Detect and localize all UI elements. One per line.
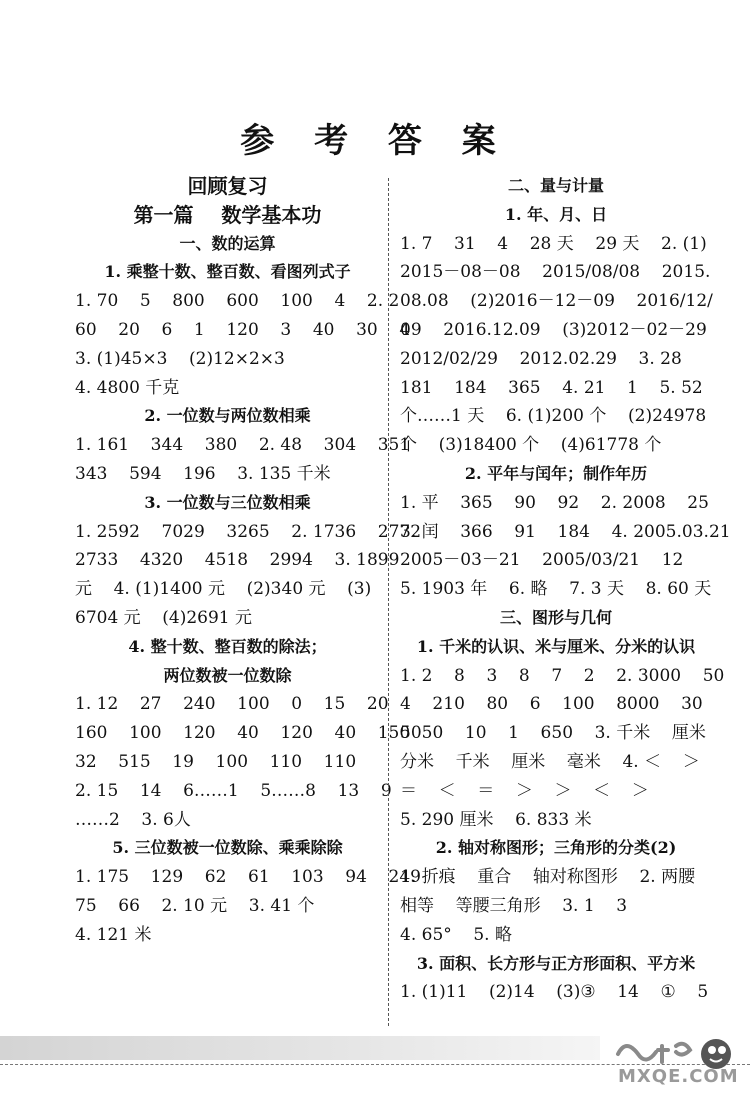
watermark-logo	[612, 1028, 742, 1098]
answer-line: 32 515 19 100 110 110	[75, 751, 357, 772]
answer-line: 1. 70 5 800 600 100 4 2. 2	[75, 291, 400, 312]
answer-line: 元 4. (1)1400 元 (2)340 元 (3)	[75, 579, 372, 600]
answer-line: 分米 千米 厘米 毫米 4. ＜ ＞	[400, 751, 700, 772]
answer-line: 160 100 120 40 120 40 150	[75, 723, 411, 744]
page-title: 参 考 答 案	[240, 121, 510, 161]
answer-line: 1. (1)11 (2)14 (3)③ 14 ① 5	[400, 982, 709, 1003]
answer-line: ＝ ＜ ＝ ＞ ＞ ＜ ＞	[400, 780, 649, 801]
answer-line: 75 66 2. 10 元 3. 41 个	[75, 895, 315, 916]
answer-line: 08.08 (2)2016－12－09 2016/12/	[400, 291, 713, 312]
right-column	[400, 172, 731, 1007]
answer-line: 1. 平 365 90 92 2. 2008 25	[400, 492, 709, 513]
answer-line: 5. 290 厘米 6. 833 米	[400, 809, 592, 830]
answer-line: 4. 4800 千克	[75, 377, 180, 398]
section-heading: 1. 千米的认识、米与厘米、分米的认识	[416, 636, 696, 656]
answer-line: 2005－03－21 2005/03/21 12	[400, 550, 684, 571]
answer-line: 6704 元 (4)2691 元	[75, 607, 253, 628]
left-column	[75, 172, 422, 950]
answer-line: 个 (3)18400 个 (4)61778 个	[400, 435, 662, 456]
section-heading: 5. 三位数被一位数除、乘乘除除	[112, 838, 343, 858]
answer-line: 2733 4320 4518 2994 3. 1899	[75, 550, 400, 571]
answer-line: 1. 折痕 重合 轴对称图形 2. 两腰	[400, 867, 696, 888]
section-heading: 2. 一位数与两位数相乘	[144, 406, 311, 426]
answer-line: 4 210 80 6 100 8000 30	[400, 694, 703, 715]
section-heading: 二、量与计量	[507, 176, 604, 195]
section-heading: 第一篇 数学基本功	[133, 202, 322, 227]
answer-line: ……2 3. 6人	[75, 809, 191, 830]
section-heading: 两位数被一位数除	[163, 665, 292, 685]
answer-line: 1. 175 129 62 61 103 94 249	[75, 867, 422, 888]
column-divider	[388, 178, 389, 1026]
answer-line: 1. 7 31 4 28 天 29 天 2. (1)	[400, 233, 707, 254]
answer-line: 1. 2 8 3 8 7 2 2. 3000 50	[400, 665, 725, 686]
answer-line: 1. 2592 7029 3265 2. 1736 2772	[75, 521, 422, 542]
section-heading: 2. 轴对称图形；三角形的分类(2)	[435, 838, 677, 858]
answer-line: 3. 闰 366 91 184 4. 2005.03.21	[400, 521, 731, 542]
section-heading: 3. 面积、长方形与正方形面积、平方米	[416, 953, 696, 973]
answer-line: 4. 121 米	[75, 924, 152, 945]
answer-line: 1. 12 27 240 100 0 15 20	[75, 694, 389, 715]
section-heading: 三、图形与几何	[499, 607, 612, 627]
answer-line: 343 594 196 3. 135 千米	[75, 463, 331, 484]
section-heading: 4. 整十数、整百数的除法；	[128, 636, 327, 656]
section-heading: 回顾复习	[187, 174, 268, 198]
answer-line: 5. 1903 年 6. 略 7. 3 天 8. 60 天	[400, 579, 712, 600]
answer-line: 5050 10 1 650 3. 千米 厘米	[400, 723, 706, 744]
answer-line: 181 184 365 4. 21 1 5. 52	[400, 377, 703, 398]
answer-line: 个……1 天 6. (1)200 个 (2)24978	[400, 406, 707, 427]
section-heading: 一、数的运算	[179, 233, 276, 253]
section-heading: 1. 乘整十数、整百数、看图列式子	[104, 262, 351, 282]
section-heading: 3. 一位数与三位数相乘	[144, 492, 311, 512]
answer-line: 2015－08－08 2015/08/08 2015.	[400, 262, 711, 283]
answer-line: 4. 65° 5. 略	[400, 924, 512, 945]
watermark-text: MXQE.COM	[618, 1066, 739, 1087]
answer-line: 相等 等腰三角形 3. 1 3	[400, 895, 628, 916]
footer-band	[0, 1036, 600, 1060]
section-heading: 1. 年、月、日	[504, 204, 608, 224]
answer-line: 3. (1)45×3 (2)12×2×3	[75, 348, 285, 369]
answer-line: 09 2016.12.09 (3)2012－02－29	[400, 319, 707, 340]
answer-line: 1. 161 344 380 2. 48 304 351	[75, 435, 411, 456]
section-heading: 2. 平年与闰年；制作年历	[464, 463, 648, 483]
answer-line: 60 20 6 1 120 3 40 30 4	[75, 319, 411, 340]
answer-line: 2. 15 14 6……1 5……8 13 9	[75, 780, 392, 801]
answer-line: 2012/02/29 2012.02.29 3. 28	[400, 348, 682, 369]
